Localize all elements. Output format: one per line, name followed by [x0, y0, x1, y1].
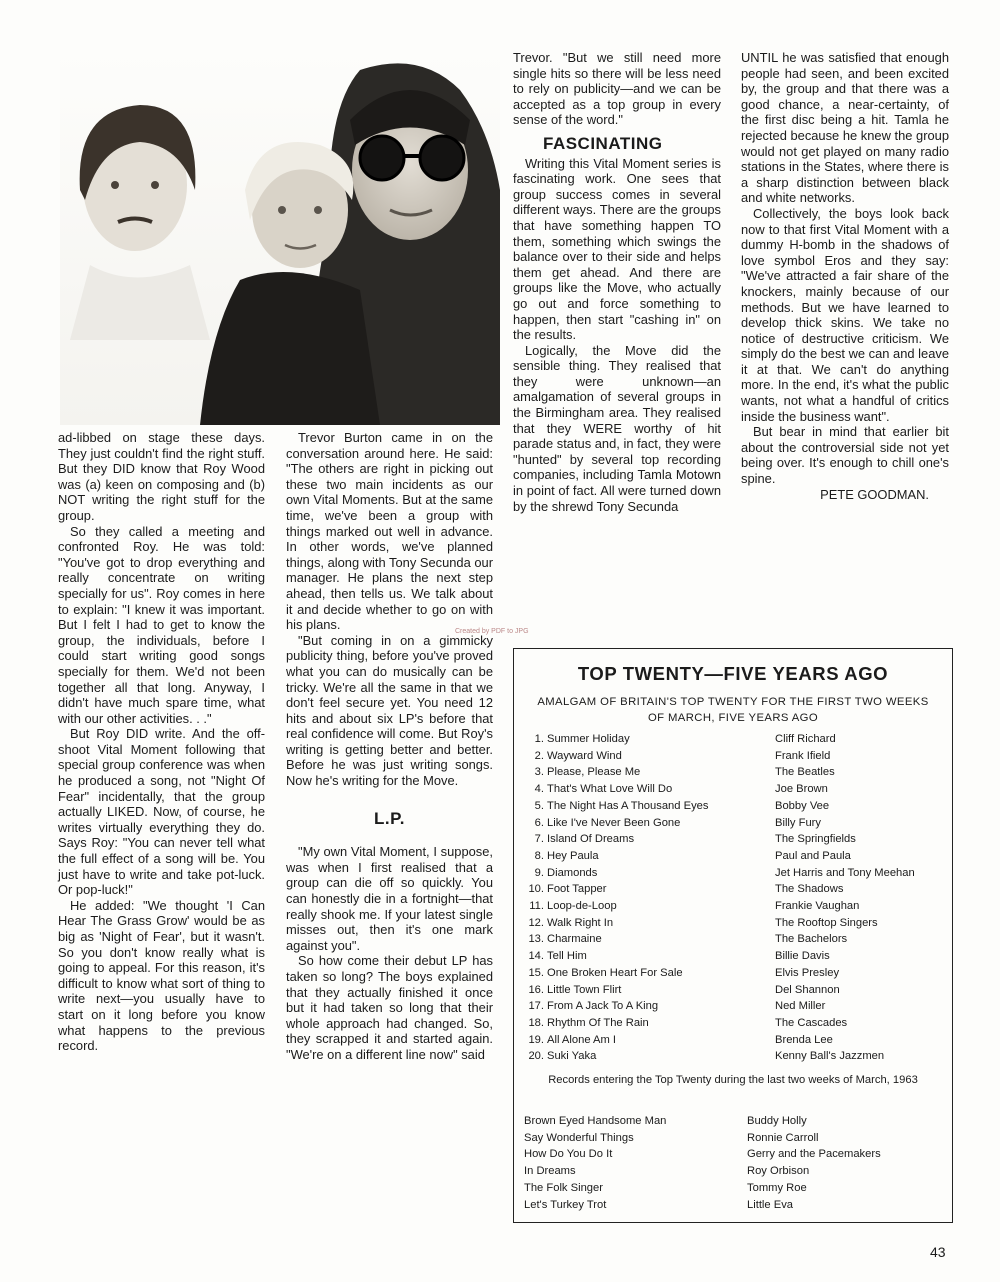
chart-artist: Elvis Presley — [775, 966, 840, 979]
chart-song-title: Loop-de-Loop — [547, 900, 617, 913]
chart-position: 20. — [528, 1050, 544, 1063]
paragraph: So how come their debut LP has taken so long? The boys explained that they actually finished it once but it had taken so long that their whole approach had changed. So, they scrapped it and started again. "We're on a different line now" said — [286, 953, 493, 1062]
chart-artist: Frankie Vaughan — [775, 900, 860, 913]
chart-song-title: The Night Has A Thousand Eyes — [547, 799, 709, 812]
chart-artist: The Beatles — [775, 766, 835, 779]
chart-title: TOP TWENTY—FIVE YEARS AGO — [577, 663, 889, 684]
page-number: 43 — [930, 1244, 946, 1260]
chart-artists — [775, 731, 947, 1065]
entering-song-title: Say Wonderful Things — [524, 1131, 634, 1144]
author-signature: PETE GOODMAN. — [820, 486, 929, 502]
chart-artist: Frank Ifield — [775, 749, 831, 762]
chart-song-title: Tell Him — [547, 950, 587, 963]
chart-song-title: Like I've Never Been Gone — [547, 816, 681, 829]
entering-song-title: Let's Turkey Trot — [524, 1198, 607, 1211]
chart-positions — [522, 731, 544, 1065]
chart-song-titles — [547, 731, 772, 1065]
chart-song-title: Charmaine — [547, 933, 602, 946]
chart-song-title: From A Jack To A King — [547, 1000, 659, 1013]
chart-artist: Bobby Vee — [775, 799, 830, 812]
chart-position: 7. — [534, 833, 544, 846]
chart-position: 19. — [528, 1033, 544, 1046]
chart-position: 14. — [528, 950, 544, 963]
entering-song-title: The Folk Singer — [524, 1181, 603, 1194]
chart-artist: Billy Fury — [775, 816, 821, 829]
entering-artist: Ronnie Carroll — [747, 1131, 819, 1144]
chart-artist: Ned Miller — [775, 1000, 826, 1013]
paragraph: ad-libbed on stage these days. They just couldn't find the right stuff. But they DID know that Roy Wood was (a) keen on composing and (b) NOT writing the right stuff for the group. — [58, 430, 265, 523]
chart-artist: Joe Brown — [775, 783, 828, 796]
top-twenty-box — [513, 648, 953, 1223]
paragraph: Collectively, the boys look back now to that first Vital Moment with a dummy H-bomb in the shadows of love symbol Eros and they say: "We've attracted a fair share of the knockers, mainly because of our methods. But we have learned to develop thick skins. We take no notice of destructive criticism. We simply do the best we can and leave it at that. We can't do anything more. In the end, it's what the public wants, not what a handful of critics inside the business want". — [741, 205, 949, 424]
chart-song-title: Rhythm Of The Rain — [547, 1016, 649, 1029]
chart-song-title: Island Of Dreams — [547, 833, 635, 846]
chart-song-title: Foot Tapper — [547, 883, 607, 896]
chart-artist: The Cascades — [775, 1016, 848, 1029]
paragraph: He added: "We thought 'I Can Hear The Grass Grow' would be as big as 'Night of Fear', but it wasn't. So you don't know really what is going to appeal. For this reason, it's difficult to know what sort of thing to write next—you usually have to start on it long before you know what happens to the previous record. — [58, 897, 265, 1054]
chart-artist: Del Shannon — [775, 983, 840, 996]
chart-position: 17. — [528, 1000, 544, 1013]
paragraph: Trevor Burton came in on the conversation around here. He said: "The others are right in picking out these two main incidents as our own Vital Moments. But at the same time, we've been a group with things marked out well in advance. In other words, we've planned things, along with Tony Secunda our manager. He plans the next step ahead, then tells us. We talk about it and decide whether to go on with his plans. — [286, 430, 493, 633]
chart-song-title: One Broken Heart For Sale — [547, 966, 683, 979]
group-photo — [60, 50, 500, 425]
column-4 — [741, 50, 949, 502]
paragraph: Trevor. "But we still need more single hits so there will be less need to rely on publicity—and we can be accepted as a top group in every sense of the word." — [513, 50, 721, 128]
chart-position: 1. — [534, 733, 544, 745]
entering-titles — [524, 1113, 744, 1213]
chart-artist: Kenny Ball's Jazzmen — [775, 1050, 885, 1063]
chart-song-title: Little Town Flirt — [547, 983, 622, 996]
chart-artist: The Springfields — [775, 833, 856, 846]
chart-subtitle: AMALGAM OF BRITAIN'S TOP TWENTY FOR THE FIRST TWO WEEKS OF MARCH, FIVE YEARS AGO — [537, 696, 929, 724]
chart-song-title: All Alone Am I — [547, 1033, 617, 1046]
entering-artist: Roy Orbison — [747, 1165, 810, 1178]
chart-song-title: That's What Love Will Do — [547, 783, 673, 796]
paragraph: So they called a meeting and confronted Roy. He was told: "You've got to drop everything and really concentrate on writing specially for us". Roy comes in here to explain: "I knew it was important. But I felt I had to get to know the group, the individuals, before I could start writing good songs specially for them. We'd not been together all that long. Anyway, I didn't have much spare time, what with our other activities. . ." — [58, 523, 265, 726]
chart-position: 15. — [528, 966, 544, 979]
chart-position: 3. — [534, 766, 544, 779]
chart-position: 8. — [534, 849, 544, 862]
chart-position: 9. — [534, 866, 544, 879]
chart-position: 18. — [528, 1016, 544, 1029]
chart-song-title: Walk Right In — [547, 916, 614, 929]
paragraph: But bear in mind that earlier bit about the controversial side not yet being over. It's enough to chill one's spine. — [741, 424, 949, 487]
chart-position: 2. — [534, 749, 544, 762]
paragraph: Logically, the Move did the sensible thing. They realised that they were unknown—an amalgamation of several groups in the Birmingham area. They realised that they WERE worthy of hit parade status and, in fact, they were "hunted" by several top recording companies, including Tamla Motown in point of fact. All were turned down by the shrewd Tony Secunda — [513, 342, 721, 514]
chart-artist: The Shadows — [775, 883, 844, 896]
entering-artist: Little Eva — [747, 1198, 794, 1211]
column-2 — [286, 430, 493, 1063]
column-1 — [58, 430, 265, 1054]
chart-artist: Jet Harris and Tony Meehan — [775, 866, 915, 879]
chart-song-title: Hey Paula — [547, 849, 599, 862]
paragraph: "But coming in on a gimmicky publicity thing, before you've proved what you can do musically can be tricky. We're all the same in that we don't feel secure yet. You need 12 hits and about six LP's before that real confidence will come. But Roy's writing is getting better and better. Before he was just writing songs. Now he's writing for the Move. — [286, 632, 493, 789]
chart-position: 12. — [528, 916, 544, 929]
chart-artist: Brenda Lee — [775, 1033, 833, 1046]
chart-artist: Cliff Richard — [775, 733, 836, 745]
chart-position: 16. — [528, 983, 544, 996]
entering-artists — [747, 1113, 947, 1213]
chart-position: 10. — [528, 883, 544, 896]
chart-artist: The Rooftop Singers — [775, 916, 878, 929]
entering-artist: Tommy Roe — [747, 1181, 807, 1194]
chart-position: 4. — [534, 783, 544, 796]
chart-song-title: Summer Holiday — [547, 733, 630, 745]
chart-song-title: Wayward Wind — [547, 749, 622, 762]
chart-song-title: Please, Please Me — [547, 766, 641, 779]
chart-artist: Paul and Paula — [775, 849, 851, 862]
paragraph: Writing this Vital Moment series is fascinating work. One sees that group success comes in several different ways. There are the groups that have something happen TO them, something which swings the balance over to their side and helps them get ahead. And there are groups like the Move, who actually go out and force something to happen, then start "cashing in" on the results. — [513, 155, 721, 343]
section-heading-fascinating: FASCINATING — [543, 133, 663, 153]
entering-note: Records entering the Top Twenty during the last two weeks of March, 1963 — [548, 1074, 918, 1086]
entering-song-title: Brown Eyed Handsome Man — [524, 1115, 667, 1127]
column-3 — [513, 50, 721, 514]
paragraph: "My own Vital Moment, I suppose, was when I first realised that a group can die off so quickly. You can honestly die in a fortnight—that really shook me. If your latest single misses out, then it's one mark against you". — [286, 844, 493, 953]
chart-position: 13. — [528, 933, 544, 946]
chart-artist: Billie Davis — [775, 950, 830, 963]
chart-artist: The Bachelors — [775, 933, 848, 946]
chart-song-title: Suki Yaka — [547, 1050, 597, 1063]
paragraph: But Roy DID write. And the off-shoot Vital Moment following that special group conference was when he produced a song, not "Night Of Fear" incidentally, that the group actually LIKED. Now, of course, he writes virtually everything they do. Says Roy: "You can never tell what the full effect of a song will be. You just have to write and take pot-luck. Or pop-luck!" — [58, 726, 265, 898]
chart-position: 5. — [534, 799, 544, 812]
entering-song-title: How Do You Do It — [524, 1148, 613, 1161]
entering-artist: Gerry and the Pacemakers — [747, 1148, 881, 1161]
paragraph: UNTIL he was satisfied that enough people had seen, and been excited by, the group and that there was a good chance, a near-certainty, of the first disc being a hit. Tamla he rejected because he knew the group would not get played on many radio stations in the States, where there is a sharp distinction between black and white networks. — [741, 50, 949, 206]
section-heading-lp: L.P. — [374, 808, 405, 828]
chart-position: 11. — [529, 900, 544, 913]
chart-song-title: Diamonds — [547, 866, 598, 879]
chart-position: 6. — [534, 816, 544, 829]
entering-artist: Buddy Holly — [747, 1115, 807, 1127]
entering-song-title: In Dreams — [524, 1165, 576, 1178]
watermark: Created by PDF to JPG — [455, 628, 529, 635]
